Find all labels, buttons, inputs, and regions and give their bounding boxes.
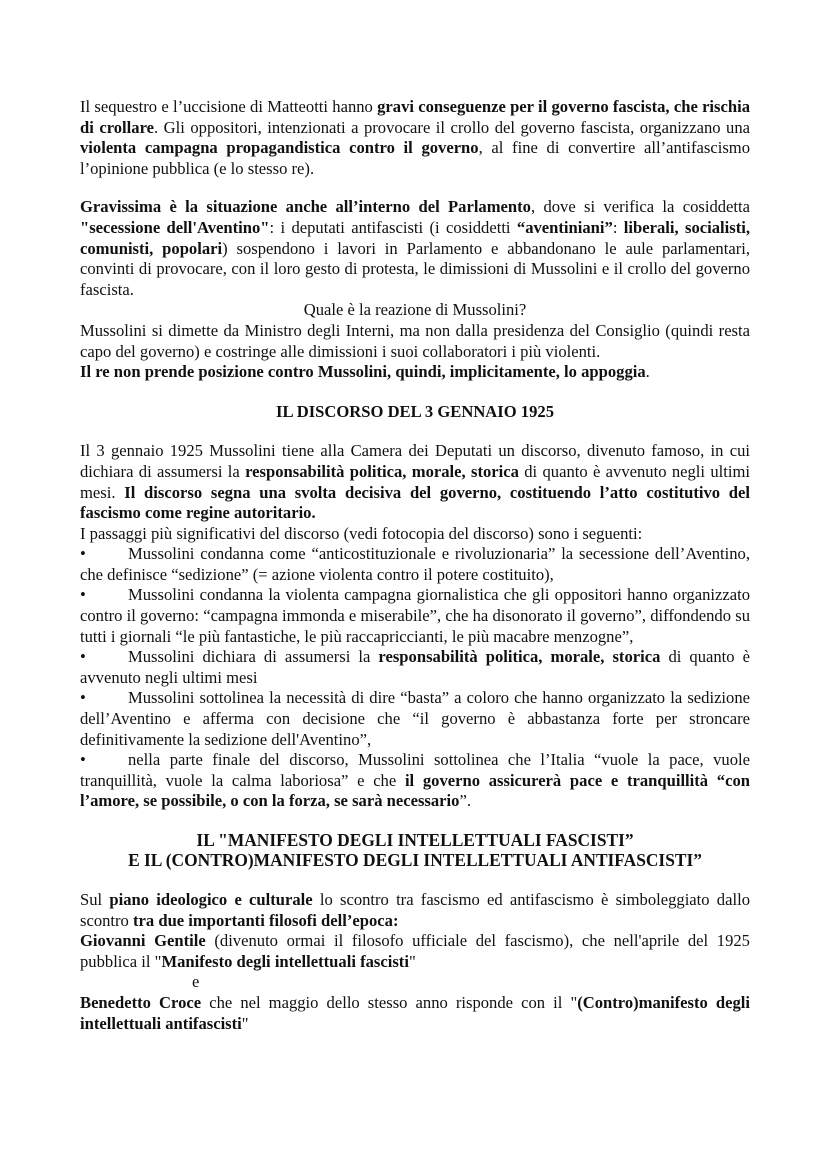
text: di quanto è avvenuto negli ultimi mesi [80,647,750,687]
paragraph-passaggi: I passaggi più significativi del discorso (vedi fotocopia del discorso) sono i seguenti: [80,523,643,543]
bold-text: violenta campagna propagandistica contro il governo [80,138,479,158]
heading-discorso: IL DISCORSO DEL 3 GENNAIO 1925 [275,401,554,421]
paragraph-gentile [80,931,750,972]
text: Mussolini condanna come “anticostituzionale e rivoluzionaria” la secessione dell’Aventino, che definisce “sedizione” (= azione violenta contro il potere costituito), [80,544,750,584]
bold-text: Manifesto degli intellettuali fascisti [161,951,409,971]
text: di quanto è avvenuto negli ultimi mesi. [80,461,750,502]
text: (divenuto ormai il filosofo ufficiale del fascismo), che nell'aprile del 1925 pubblica il " [80,931,750,971]
bold-text: Giovanni Gentile [80,931,206,951]
heading-manifesto-line1: IL "MANIFESTO DEGLI INTELLETTUALI FASCISTI” [196,830,634,850]
bullet-item [80,647,750,688]
text: Mussolini condanna la violenta campagna giornalistica che gli oppositori hanno organizzato contro il governo: “campagna immonda e miserabile”, che ha disonorato il governo”, diffondendo su tutti i giornali “le più fantastiche, le più raccapriccianti, le più macabre menzogne”, [80,585,750,646]
bold-text: piano ideologico e culturale [109,890,313,909]
heading-manifesto-line2: E IL (CONTRO)MANIFESTO DEGLI INTELLETTUALI ANTIFASCISTI” [128,850,702,870]
bold-text: responsabilità politica, morale, storica [378,647,661,667]
bold-text: Il re non prende posizione contro Mussolini, quindi, implicitamente, lo appoggia [80,362,646,382]
bold-text: responsabilità politica, morale, storica [245,461,519,481]
bullet-item [80,688,750,750]
bold-text: "secessione dell'Aventino" [80,217,270,237]
text: lo scontro tra fascismo ed antifascismo è simboleggiato dallo scontro [80,890,750,930]
bold-text: “aventiniani” [516,217,613,237]
bold-text: Gravissima è la situazione anche all’interno del Parlamento [80,197,531,217]
bold-text: Benedetto Croce [80,992,202,1012]
text: Il sequestro e l’uccisione di Matteotti hanno [80,97,378,116]
conjunction-e: e [192,972,200,992]
bullet: • [80,688,86,708]
text: Il 3 gennaio 1925 Mussolini tiene alla Camera dei Deputati un discorso, divenuto famoso, in cui dichiara di assumersi la [80,441,750,481]
document-page [80,97,750,1034]
paragraph-aventino [80,197,750,300]
text: nella parte finale del discorso, Mussolini sottolinea che l’Italia “vuole la pace, vuole tranquillità, vuole la calma laboriosa” e che [80,750,750,790]
bullet: • [80,750,86,770]
text: : i deputati antifascisti (i cosiddetti [269,217,517,237]
text: che nel maggio dello stesso anno risponde con il " [201,992,578,1012]
text: Sul [80,890,110,909]
bullet: • [80,585,86,605]
bullet-item [80,585,750,647]
bold-text: Il discorso segna una svolta decisiva del governo, costituendo l’atto costitutivo del fascismo come regine autoritario. [80,482,750,523]
bullet: • [80,544,86,564]
bold-text: il governo assicurerà pace e tranquillità “con l’amore, se possibile, o con la forza, se sarà necessario [80,770,750,811]
bullet: • [80,647,86,667]
paragraph-croce [80,993,750,1034]
paragraph-discorso [80,441,750,523]
text: . Gli oppositori, intenzionati a provocare il crollo del governo fascista, organizzano una [154,117,750,137]
bullet-item [80,544,750,585]
text: Mussolini sottolinea la necessità di dire “basta” a coloro che hanno organizzato la sedizione dell’Aventino e afferma con decisione che “il governo è abbastanza forte per stroncare definitivamente la sedizione dell'Aventino”, [80,688,750,749]
text: " [408,951,416,971]
text: , dove si verifica la cosiddetta [530,197,750,217]
text: ) sospendono i lavori in Parlamento e abbandonano le aule parlamentari, convinti di provocare, con il loro gesto di protesta, le dimissioni di Mussolini e il crollo del governo fascista. [80,238,750,299]
bold-text: (Contro)manifesto degli intellettuali antifascisti [80,992,750,1033]
text: . [645,362,650,382]
bold-text: tra due importanti filosofi dell’epoca: [133,910,399,930]
bullet-item [80,750,750,812]
text: " [241,1013,249,1033]
bold-text: gravi conseguenze per il governo fascista, che rischia di crollare [80,97,751,137]
paragraph-re [80,362,750,383]
bold-text: liberali, socialisti, comunisti, popolari [80,217,750,258]
paragraph-matteotti [80,97,750,179]
text: ”. [459,791,471,811]
text: Mussolini dichiara di assumersi la [128,647,379,667]
text: , al fine di convertire all’antifascismo l’opinione pubblica (e lo stesso re). [80,138,751,178]
text: : [612,217,624,237]
paragraph-dimissioni: Mussolini si dimette da Ministro degli Interni, ma non dalla presidenza del Consiglio (quindi resta capo del governo) e costringe alle dimissioni i suoi collaboratori i più violenti. [80,320,750,361]
paragraph-piano-ideologico [80,890,750,931]
question-line: Quale è la reazione di Mussolini? [303,300,527,320]
